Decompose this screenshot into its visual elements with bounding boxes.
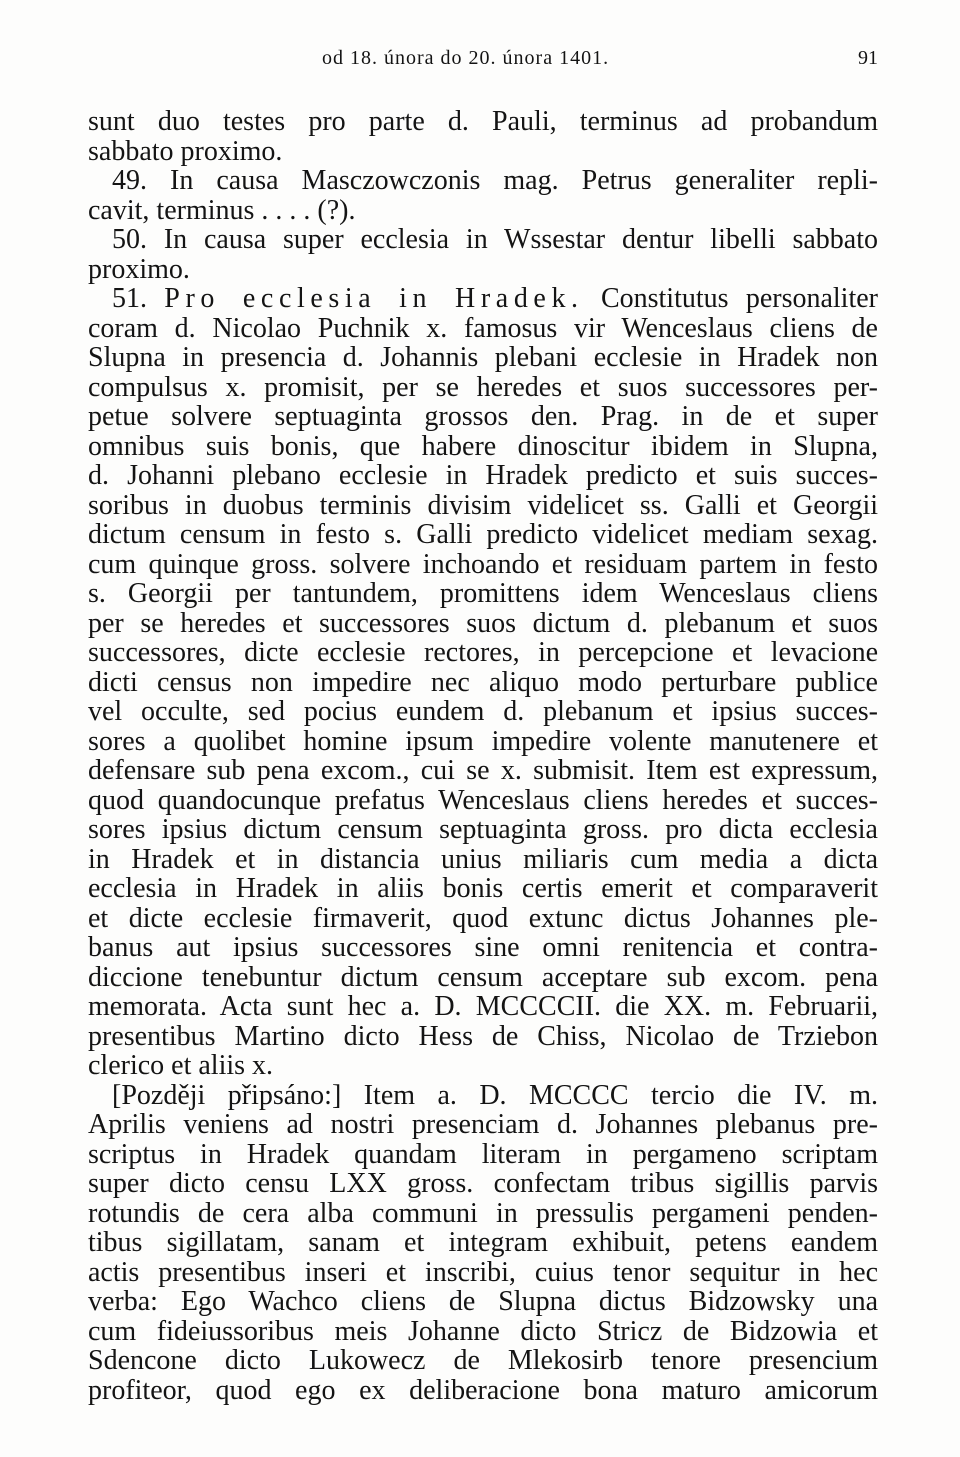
text-line: diccione tenebuntur dictum censum acceptare sub excom. pena [88, 961, 878, 993]
section-number: 51. [112, 283, 147, 314]
text-line: Aprilis veniens ad nostri presenciam d. Johannes plebanus pre- [88, 1109, 878, 1140]
text-line: sores a quolibet homine ipsum impedire volente manutenere et [88, 725, 878, 757]
text-line: actis presentibus inseri et inscribi, cuius tenor sequitur in hec [88, 1256, 878, 1288]
text-line: sunt duo testes pro parte d. Pauli, terminus ad probandum [88, 106, 878, 137]
text-line: 50. In causa super ecclesia in Wssestar dentur libelli sabbato [112, 224, 878, 255]
text-line: compulsus x. promisit, per se heredes et suos successores per- [88, 371, 878, 403]
text-line: dicti census non impedire nec aliquo modo perturbare publice [88, 666, 878, 698]
text-line: 49. In causa Masczowczonis mag. Petrus generaliter repli- [112, 165, 878, 196]
text-line: cavit, terminus . . . . (?). [88, 194, 356, 226]
text-line: coram d. Nicolao Puchnik x. famosus vir Wenceslaus cliens de [88, 312, 878, 344]
text-line: [Později připsáno:] Item a. D. MCCCC tercio die IV. m. [112, 1079, 878, 1111]
text-line: super dicto censu LXX gross. confectam tribus sigillis parvis [88, 1168, 878, 1199]
text-line: s. Georgii per tantundem, promittens idem Wenceslaus cliens [88, 578, 878, 609]
text-line: soribus in duobus terminis divisim videlicet ss. Galli et Georgii [88, 489, 878, 521]
text-line: proximo. [88, 253, 190, 285]
text-line: successores, dicte ecclesie rectores, in percepcione et levacione [88, 637, 878, 668]
text-line: defensare sub pena excom., cui se x. submisit. Item est expressum, [88, 755, 878, 786]
text-line: d. Johanni plebano ecclesie in Hradek predicto et suis succes- [88, 460, 878, 491]
text-line: rotundis de cera alba communi in pressulis pergameni penden- [88, 1197, 878, 1229]
text-line: in Hradek et in distancia unius miliaris cum media a dicta [88, 843, 878, 875]
section-text: Constitutus personaliter [600, 283, 878, 314]
text-line: profiteor, quod ego ex deliberacione bona maturo amicorum [88, 1374, 878, 1406]
text-line: omnibus suis bonis, que habere dinoscitur ibidem in Slupna, [88, 430, 878, 462]
text-line: petue solvere septuaginta grossos den. Prag. in de et super [88, 401, 878, 432]
text-line: sores ipsius dictum censum septuaginta gross. pro dicta ecclesia [88, 814, 878, 845]
text-line: Slupna in presencia d. Johannis plebani ecclesie in Hradek non [88, 342, 878, 373]
text-line: sabbato proximo. [88, 135, 283, 167]
page-number: 91 [858, 47, 878, 69]
text-line: banus aut ipsius successores sine omni renitencia et contra- [88, 932, 878, 963]
text-line: per se heredes et successores suos dictum d. plebanum et suos [88, 607, 878, 639]
running-head: od 18. února do 20. února 1401. [322, 47, 610, 69]
text-line: et dicte ecclesie firmaverit, quod extunc dictus Johannes ple- [88, 902, 878, 934]
text-line: clerico et aliis x. [88, 1050, 274, 1081]
text-line: quod quandocunque prefatus Wenceslaus cliens heredes et succes- [88, 784, 878, 816]
text-line: presentibus Martino dicto Hess de Chiss, Nicolao de Trziebon [88, 1020, 878, 1052]
text-line: memorata. Acta sunt hec a. D. MCCCCII. die XX. m. Februarii, [88, 991, 878, 1022]
text-line: verba: Ego Wachco cliens de Slupna dictus Bidzowsky una [88, 1286, 878, 1317]
text-line: dictum censum in festo s. Galli predicto videlicet mediam sexag. [88, 519, 878, 550]
section-heading-line [88, 284, 878, 314]
page-body [88, 107, 878, 1405]
text-line: ecclesia in Hradek in aliis bonis certis emerit et comparaverit [88, 873, 878, 904]
text-line: Sdencone dicto Lukowecz de Mlekosirb tenore presencium [88, 1345, 878, 1376]
text-line: cum fideiussoribus meis Johanne dicto Stricz de Bidzowia et [88, 1315, 878, 1347]
text-line: cum quinque gross. solvere inchoando et residuam partem in festo [88, 548, 878, 580]
section-title: Pro ecclesia in Hradek. [164, 283, 584, 314]
text-line: scriptus in Hradek quandam literam in pergameno scriptam [88, 1138, 878, 1170]
text-line: vel occulte, sed pocius eundem d. plebanum et ipsius succes- [88, 696, 878, 727]
text-line: tibus sigillatam, sanam et integram exhibuit, petens eandem [88, 1227, 878, 1258]
